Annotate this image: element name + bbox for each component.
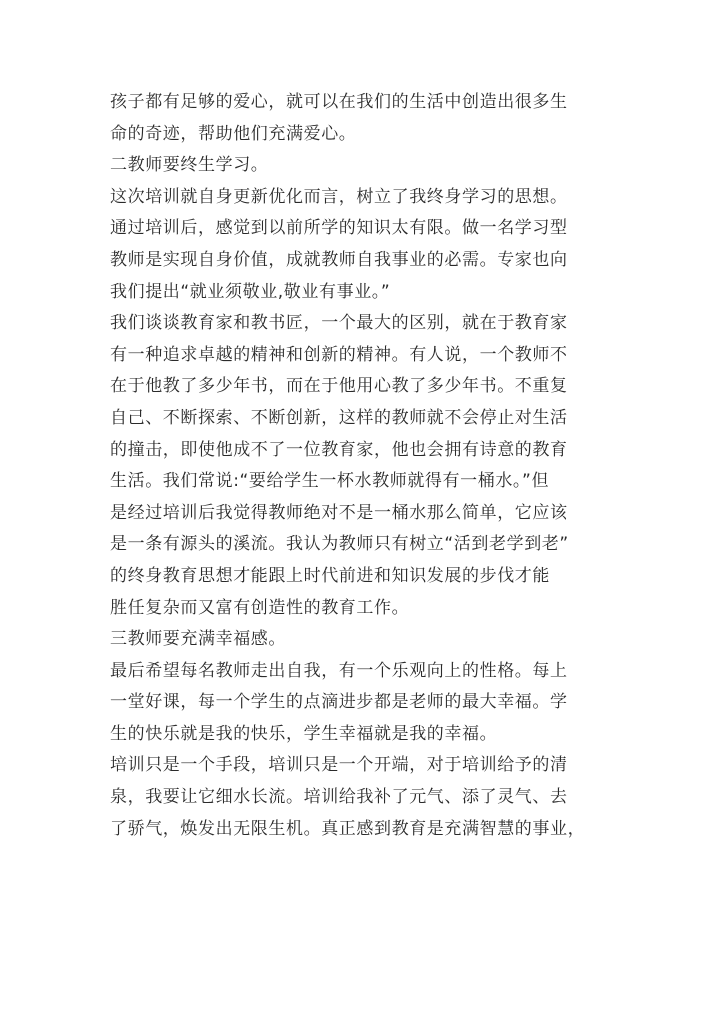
- text-line-9: 有一种追求卓越的精神和创新的精神。有人说，一个教师不: [110, 344, 568, 365]
- text-line-24: 了骄气，焕发出无限生机。真正感到教育是充满智慧的事业，: [110, 818, 586, 839]
- text-line-6: 教师是实现自身价值，成就教师自我事业的必需。专家也向: [110, 249, 568, 270]
- text-line-15: 是一条有源头的溪流。我认为教师只有树立“活到老学到老”: [110, 534, 569, 555]
- text-line-8: 我们谈谈教育家和教书匠，一个最大的区别，就在于教育家: [110, 313, 568, 334]
- text-line-5: 通过培训后，感觉到以前所学的知识太有限。做一名学习型: [110, 218, 568, 239]
- text-line-4: 这次培训就自身更新优化而言，树立了我终身学习的思想。: [110, 186, 568, 207]
- text-line-10: 在于他教了多少年书，而在于他用心教了多少年书。不重复: [110, 376, 568, 397]
- text-line-20: 一堂好课，每一个学生的点滴进步都是老师的最大幸福。学: [110, 692, 568, 713]
- section-heading-3: 三教师要充满幸福感。: [110, 629, 286, 650]
- text-line-2: 命的奇迹，帮助他们充满爱心。: [110, 123, 357, 144]
- text-line-11: 自己、不断探索、不断创新，这样的教师就不会停止对生活: [110, 407, 568, 428]
- text-line-17: 胜任复杂而又富有创造性的教育工作。: [110, 597, 410, 618]
- document-body: [110, 87, 615, 845]
- text-line-7: 我们提出“就业须敬业,敬业有事业。”: [110, 281, 391, 302]
- text-line-12: 的撞击，即使他成不了一位教育家，他也会拥有诗意的教育: [110, 439, 568, 460]
- text-line-23: 泉，我要让它细水长流。培训给我补了元气、添了灵气、去: [110, 787, 568, 808]
- text-line-16: 的终身教育思想才能跟上时代前进和知识发展的步伐才能: [110, 565, 550, 586]
- section-heading-2: 二教师要终生学习。: [110, 155, 269, 176]
- text-line-1: 孩子都有足够的爱心，就可以在我们的生活中创造出很多生: [110, 92, 568, 112]
- text-line-21: 生的快乐就是我的快乐，学生幸福就是我的幸福。: [110, 723, 498, 744]
- text-line-13: 生活。我们常说:“要给学生一杯水教师就得有一桶水。”但: [110, 471, 550, 492]
- text-line-14: 是经过培训后我觉得教师绝对不是一桶水那么简单，它应该: [110, 502, 568, 523]
- text-line-19: 最后希望每名教师走出自我，有一个乐观向上的性格。每上: [110, 660, 568, 681]
- text-line-22: 培训只是一个手段，培训只是一个开端，对于培训给予的清: [110, 755, 568, 776]
